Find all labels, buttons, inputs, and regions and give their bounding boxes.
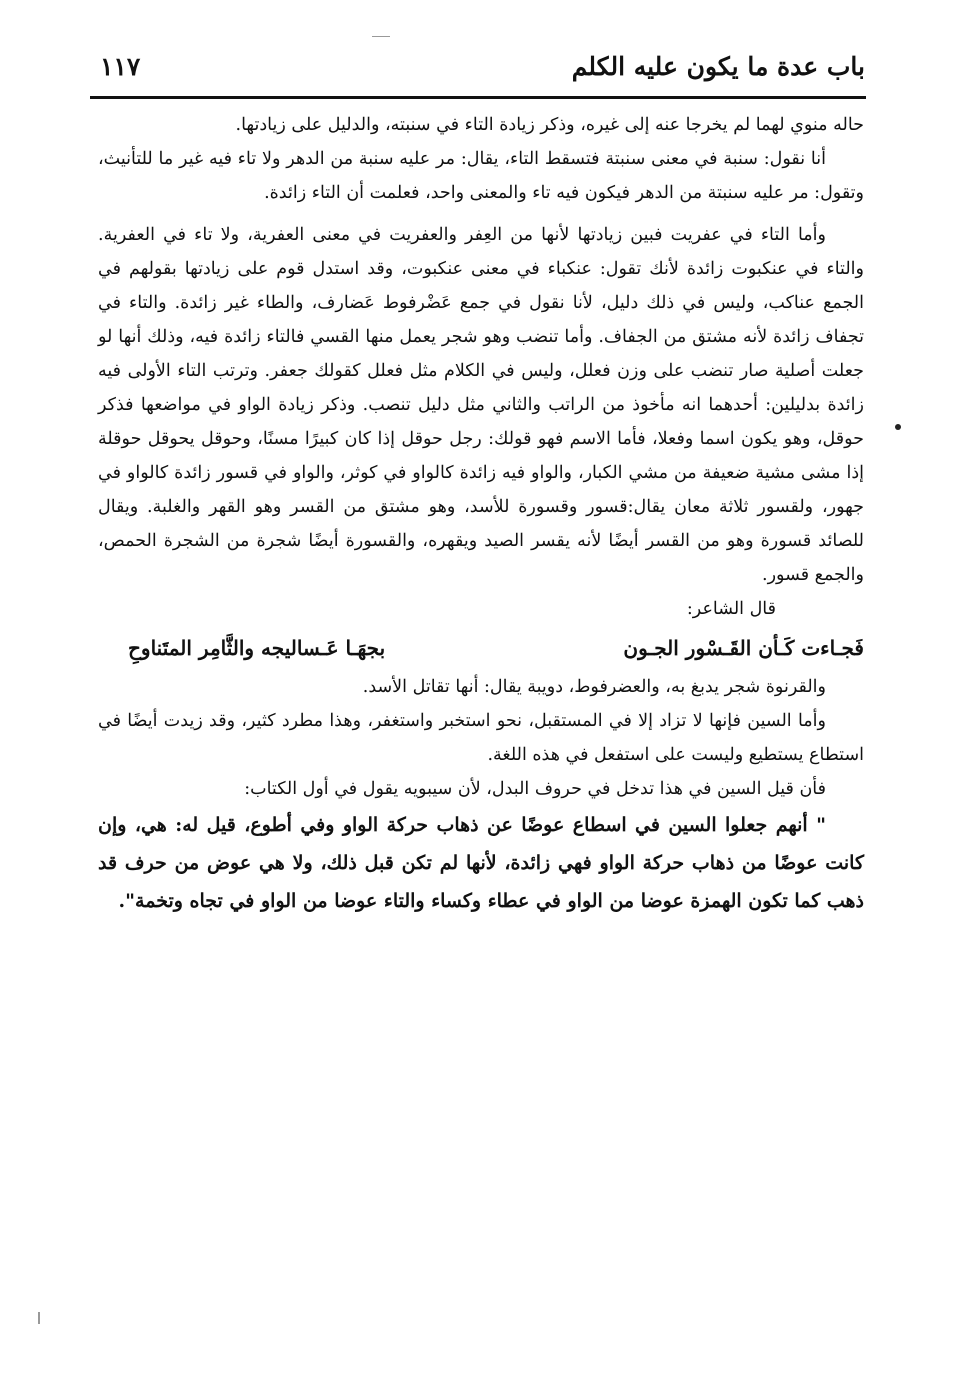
poet-intro: قال الشاعر: bbox=[686, 599, 776, 619]
running-header bbox=[92, 42, 865, 94]
chapter-title: باب عدة ما يكون عليه الكلم bbox=[571, 52, 865, 81]
paragraph-2: أنا نقول: سنبة في معنى سنبتة فتسقط التاء، يقال: مر عليه سنبة من الدهر ولا تاء فيه غير ما للتأنيث، وتقول: مر عليه سنبتة من الدهر فيكون فيه تاء والمعنى واحد، فعلمت أن التاء زائدة. bbox=[98, 149, 864, 203]
main-text bbox=[98, 108, 864, 920]
scan-speck bbox=[38, 1312, 40, 1324]
margin-mark bbox=[895, 424, 901, 430]
quoted-passage: " أنهم جعلوا السين في اسطاع عوضًا عن ذهاب حركة الواو وفي أطوع، قيل له: هي، وإن كانت عوضًا من ذهاب حركة الواو فهي زائدة، لأنها لم تكن قبل ذلك، ولا هي عوض من حرف قد ذهب كما تكون الهمزة عوضا من الواو في عطاء وكساء والتاء عوضا من الواو في تجاه وتخمة". bbox=[98, 814, 864, 912]
poetry-verse bbox=[98, 626, 864, 670]
scan-speck bbox=[372, 36, 390, 37]
header-divider bbox=[90, 96, 866, 99]
verse-first-hemistich: فَجـاءت كَـأن القَـسْور الجـون bbox=[623, 636, 864, 660]
paragraph-3: وأما التاء في عفريت فبين زيادتها لأنها من العِفر والعفريت في معنى العفرية، ولا تاء في العفرية. والتاء في عنكبوت زائدة لأنك تقول: عنكباء في معنى عنكبوت، وقد استدل قوم على زيادتها بقولهم في الجمع عناكب، وليس في ذلك دليل، لأنا نقول في جمع عَضْرفوط عَضارف، والطاء غير زائدة. والتاء في تجفاف زائدة لأنه مشتق من الجفاف. وأما تنضب وهو شجر يعمل منها القسي فالتاء زائدة فيه، وذلك أنها لو جعلت أصلية صار تنضب على وزن فعلل، وليس في الكلام مثل فعلل كقولك جعفر. وترتب التاء الأولى فيه زائدة بدليلين: أحدهما انه مأخوذ من الراتب والثاني مثل دليل تنصب. وذكر زيادة الواو في مواضعها فذكر حوقل، وهو يكون اسما وفعلا، فأما الاسم فهو قولك: رجل حوقل إذا كان كبيرًا مسنًا، وحوقل يحوقل حوقلة إذا مشى مشية ضعيفة من مشي الكبار، والواو فيه زائدة كالواو في كوثر، والواو في قسور زائدة كالواو في جهور، ولقسور ثلاثة معان يقال:قسور وقسورة للأسد، وهو مشتق من القسر وهو القهر والغلبة. ويقال للصائد قسورة وهو من القسر أيضًا لأنه يقسر الصيد ويقهره، والقسورة أيضًا شجرة من الشجرة الحمص، والجمع قسور. bbox=[98, 225, 864, 585]
paragraph-after-verse-1: والقرنوة شجر يدبغ به، والعضرفوط، دويبة يقال: أنها تقاتل الأسد. bbox=[362, 677, 826, 697]
paragraph-after-verse-2: وأما السين فإنها لا تزاد إلا في المستقبل، نحو استخبر واستغفر، وهذا مطرد كثير، وقد زيدت أيضًا في استطاع يستطيع وليست على استفعل في هذه اللغة. bbox=[98, 711, 864, 765]
paragraph-after-verse-3: فأن قيل السين في هذا تدخل في حروف البدل، لأن سيبويه يقول في أول الكتاب: bbox=[244, 779, 826, 799]
page-number: ١١٧ bbox=[100, 52, 141, 81]
verse-second-hemistich: بجهَـا عَـساليجه والثَّامِر المتَناوحِ bbox=[128, 636, 386, 660]
paragraph-1: حاله منوي لهما لم يخرجا عنه إلى غيره، وذكر زيادة التاء في سنبته، والدليل على زيادتها. bbox=[235, 115, 864, 135]
